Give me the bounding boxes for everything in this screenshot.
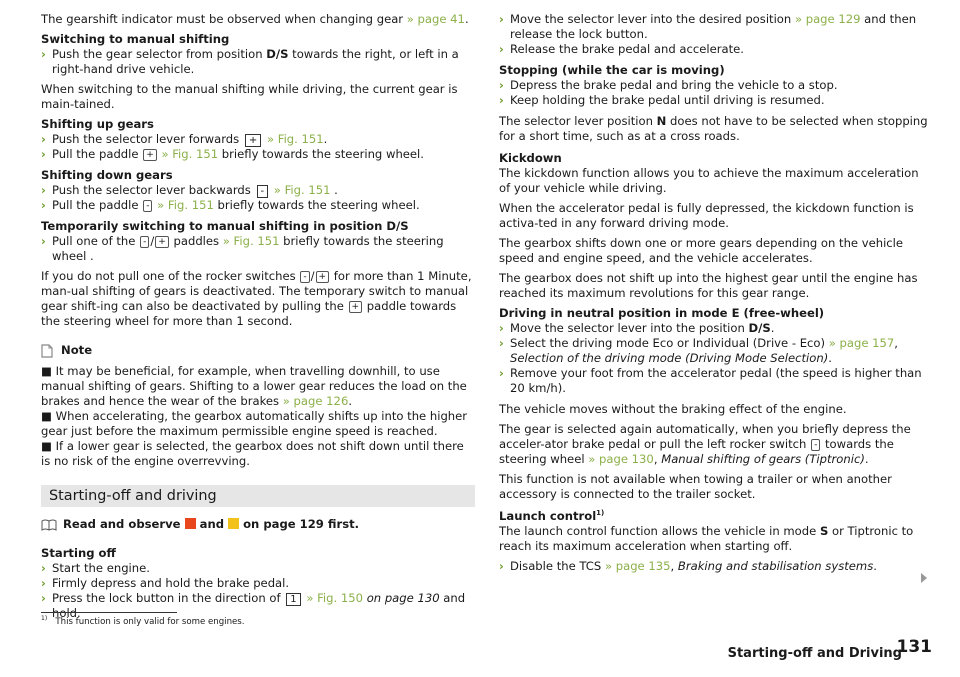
warning-icon xyxy=(185,518,196,529)
read-observe-line: Read and observe and on page 129 first. xyxy=(41,517,475,532)
note-item: ■ It may be beneficial, for example, when travelling downhill, to use manual shifting of gears. Shifting to a lower gear reduces the load on the brakes and hence the wear of the brakes » page 126. xyxy=(41,364,467,408)
fig-link[interactable]: » Fig. 151 xyxy=(273,183,331,197)
heading-temporary: Temporarily switching to manual shifting in position D/S xyxy=(41,219,409,233)
launch-para: The launch control function allows the vehicle in mode S or Tiptronic to reach its maximum acceleration when starting off. xyxy=(499,524,914,553)
step-item: › Depress the brake pedal and bring the vehicle to a stop. xyxy=(499,78,838,92)
step-item: › Keep holding the brake pedal until driving is resumed. xyxy=(499,93,825,107)
right-column xyxy=(499,12,933,574)
chevron-right-icon: › xyxy=(499,559,504,573)
footnote-mark: 1) xyxy=(596,509,605,518)
step-item: › Disable the TCS » page 135, Braking and stabilisation systems. xyxy=(499,559,877,573)
step-item: › Select the driving mode Eco or Individual (Drive - Eco) » page 157, Selection of the driving mode (Driving Mode Selection). xyxy=(499,336,898,365)
paddle-plus: + xyxy=(349,301,363,313)
book-icon xyxy=(41,519,57,531)
chevron-right-icon: › xyxy=(41,591,46,605)
paddle-minus: - xyxy=(140,236,149,248)
kickdown-para: The gearbox does not shift up into the highest gear until the engine has reached its maximum revolutions for this gear range. xyxy=(499,271,918,300)
step-item: › Firmly depress and hold the brake pedal. xyxy=(41,576,290,590)
kickdown-para: The gearbox shifts down one or more gears depending on the vehicle speed and engine speed, and the vehicle accelerates. xyxy=(499,236,904,265)
step-item: › Push the gear selector from position D/S towards the right, or left in a right-hand drive vehicle. xyxy=(41,47,459,76)
step-item: › Pull one of the - / + paddles » Fig. 151 briefly towards the steering wheel . xyxy=(41,234,444,263)
neutral-para: The vehicle moves without the braking effect of the engine. xyxy=(499,402,847,416)
step-item: › Release the brake pedal and accelerate. xyxy=(499,42,744,56)
heading-neutral: Driving in neutral position in mode E (free-wheel) xyxy=(499,306,825,320)
kickdown-para: When the accelerator pedal is fully depressed, the kickdown function is activa-ted in any forward driving mode. xyxy=(499,201,914,230)
step-item: › Remove your foot from the accelerator pedal (the speed is higher than 20 km/h). xyxy=(499,366,922,395)
paddle-plus: + xyxy=(316,271,330,283)
page-link[interactable]: » page 135 xyxy=(604,559,671,573)
heading-shifting-down: Shifting down gears xyxy=(41,168,173,182)
chevron-right-icon: › xyxy=(41,576,46,590)
chevron-right-icon: › xyxy=(499,336,504,350)
continue-arrow-icon xyxy=(921,573,927,583)
step-item: › Pull the paddle + » Fig. 151 briefly towards the steering wheel. xyxy=(41,147,424,161)
kickdown-para: The kickdown function allows you to achieve the maximum acceleration of your vehicle while driving. xyxy=(499,166,919,195)
note-title: Note xyxy=(61,343,93,357)
paddle-plus: + xyxy=(143,149,157,161)
fig-link[interactable]: » Fig. 151 xyxy=(266,132,324,146)
note-icon xyxy=(41,344,53,358)
chevron-right-icon: › xyxy=(41,47,46,61)
page-link[interactable]: » page 130 xyxy=(588,452,654,466)
note-header xyxy=(41,343,475,358)
chevron-right-icon: › xyxy=(499,321,504,335)
page-link[interactable]: » page 129 xyxy=(794,12,861,26)
footnote-rule xyxy=(41,612,177,613)
key-minus: - xyxy=(257,185,269,198)
chevron-right-icon: › xyxy=(499,366,504,380)
step-item: › Move the selector lever into the desired position » page 129 and then release the lock button. xyxy=(499,12,917,41)
note-item: ■ When accelerating, the gearbox automatically shifts up into the higher gear just before the maximum permissible engine speed is reached. xyxy=(41,409,468,438)
heading-stopping: Stopping (while the car is moving) xyxy=(499,63,725,77)
paddle-minus: - xyxy=(143,200,152,212)
chevron-right-icon: › xyxy=(41,234,46,248)
fig-link[interactable]: » Fig. 151 xyxy=(157,198,214,212)
heading-switching: Switching to manual shifting xyxy=(41,32,230,46)
step-item: › Start the engine. xyxy=(41,561,150,575)
fig-link[interactable]: » Fig. 150 xyxy=(306,591,363,605)
chevron-right-icon: › xyxy=(41,183,46,197)
key-plus: + xyxy=(245,134,261,147)
neutral-para: This function is not available when towing a trailer or when another accessory is connected to the trailer socket. xyxy=(499,472,892,501)
footer-chapter-title: Starting-off and Driving xyxy=(727,646,902,661)
step-item: › Push the selector lever backwards - » Fig. 151 . xyxy=(41,183,338,197)
page-number: 131 xyxy=(896,637,932,657)
chevron-right-icon: › xyxy=(41,198,46,212)
left-column xyxy=(41,12,475,621)
page-link[interactable]: » page 41 xyxy=(406,12,465,26)
section-title: Starting-off and driving xyxy=(41,485,475,507)
temporary-para: If you do not pull one of the rocker switches - / + for more than 1 Minute, man-ual shifting of gears is deactivated. The temporary switch to manual gear shift-ing can also be deactivated by pulling the + paddle towards the steering wheel for more than 1 second. xyxy=(41,269,472,328)
step-item: › Push the selector lever forwards + » Fig. 151. xyxy=(41,132,328,146)
page-link[interactable]: » page 126 xyxy=(282,394,349,408)
chevron-right-icon: › xyxy=(41,132,46,146)
heading-launch-control: Launch control$^{1)}$ xyxy=(499,509,605,523)
intro-para: The gearshift indicator must be observed when changing gear » page 41. xyxy=(41,12,469,26)
neutral-para: The gear is selected again automatically, when you briefly depress the acceler-ator brake pedal or pull the left rocker switch - towards the steering wheel » page 130, Manual shifting of gears (Tiptronic). xyxy=(499,422,911,466)
chevron-right-icon: › xyxy=(41,147,46,161)
fig-link[interactable]: » Fig. 151 xyxy=(161,147,219,161)
fig-link[interactable]: » Fig. 151 xyxy=(222,234,280,248)
footnote: $^{1)}$ This function is only valid for some engines. xyxy=(41,615,245,627)
heading-shifting-up: Shifting up gears xyxy=(41,117,154,131)
heading-starting-off: Starting off xyxy=(41,546,116,560)
callout-1: 1 xyxy=(286,593,300,606)
chevron-right-icon: › xyxy=(499,93,504,107)
paddle-plus: + xyxy=(155,236,169,248)
step-item: › Pull the paddle - » Fig. 151 briefly towards the steering wheel. xyxy=(41,198,420,212)
step-item: › Move the selector lever into the position D/S. xyxy=(499,321,775,335)
chevron-right-icon: › xyxy=(499,42,504,56)
stopping-para: The selector lever position N does not have to be selected when stopping for a short time, such as at a cross roads. xyxy=(499,114,928,143)
note-item: ■ If a lower gear is selected, the gearbox does not shift down until there is no risk of the engine overrevving. xyxy=(41,439,464,468)
step-item: › Press the lock button in the direction of 1 » Fig. 150 on page 130 and hold. xyxy=(41,591,466,620)
heading-kickdown: Kickdown xyxy=(499,151,562,165)
paddle-minus: - xyxy=(300,271,309,283)
chevron-right-icon: › xyxy=(499,78,504,92)
caution-icon xyxy=(228,518,239,529)
switching-para: When switching to the manual shifting while driving, the current gear is main-tained. xyxy=(41,82,458,111)
paddle-minus: - xyxy=(811,439,820,451)
chevron-right-icon: › xyxy=(41,561,46,575)
chevron-right-icon: › xyxy=(499,12,504,26)
page-link[interactable]: » page 157 xyxy=(828,336,895,350)
